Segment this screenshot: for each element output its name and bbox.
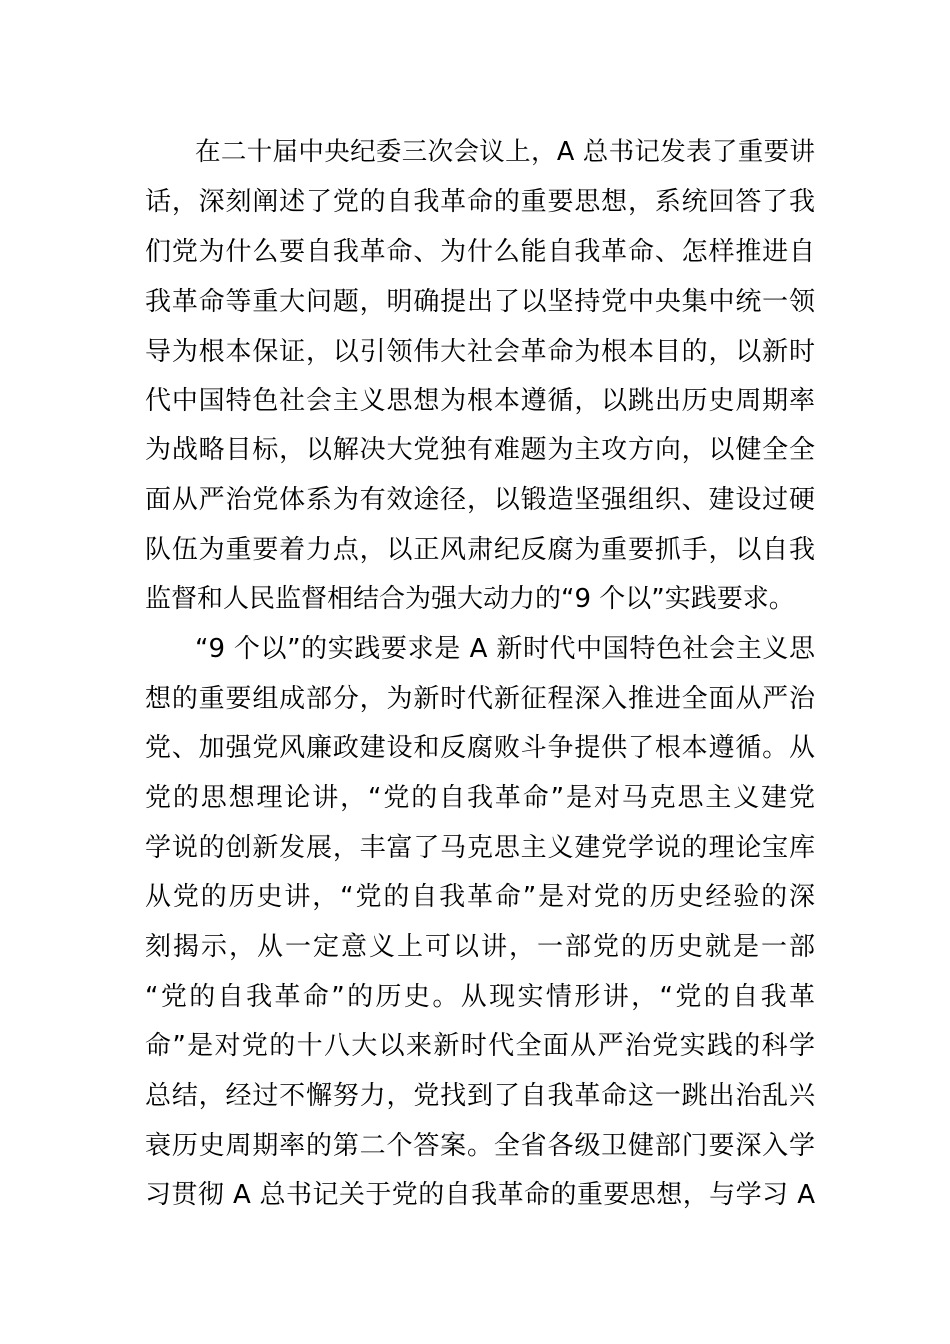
text-line: 代中国特色社会主义思想为根本遵循，以跳出历史周期率 — [145, 386, 815, 416]
text-line: 我革命等重大问题，明确提出了以坚持党中央集中统一领 — [145, 287, 815, 317]
text-line: “党的自我革命”的历史。从现实情形讲，“党的自我革 — [145, 982, 815, 1012]
text-line: 们党为什么要自我革命、为什么能自我革命、怎样推进自 — [145, 237, 815, 267]
text-line: 衰历史周期率的第二个答案。全省各级卫健部门要深入学 — [145, 1131, 815, 1161]
text-line: 为战略目标，以解决大党独有难题为主攻方向，以健全全 — [145, 435, 815, 465]
text-line: 总结，经过不懈努力，党找到了自我革命这一跳出治乱兴 — [145, 1081, 815, 1111]
text-line: 命”是对党的十八大以来新时代全面从严治党实践的科学 — [145, 1031, 815, 1061]
text-line: 习贯彻 A 总书记关于党的自我革命的重要思想，与学习 A — [145, 1180, 815, 1210]
text-line: 导为根本保证，以引领伟大社会革命为根本目的，以新时 — [145, 337, 815, 367]
text-line: 党、加强党风廉政建设和反腐败斗争提供了根本遵循。从 — [145, 733, 815, 763]
text-line: 话，深刻阐述了党的自我革命的重要思想，系统回答了我 — [145, 187, 815, 217]
text-line: 想的重要组成部分，为新时代新征程深入推进全面从严治 — [145, 684, 815, 714]
text-line: 监督和人民监督相结合为强大动力的“9 个以”实践要求。 — [145, 584, 795, 614]
text-line: 队伍为重要着力点，以正风肃纪反腐为重要抓手，以自我 — [145, 535, 815, 565]
text-line: 从党的历史讲，“党的自我革命”是对党的历史经验的深 — [145, 882, 815, 912]
text-line: 面从严治党体系为有效途径，以锻造坚强组织、建设过硬 — [145, 485, 815, 515]
text-line: 学说的创新发展，丰富了马克思主义建党学说的理论宝库 — [145, 833, 815, 863]
text-line: 在二十届中央纪委三次会议上，A 总书记发表了重要讲 — [195, 137, 815, 167]
text-line: 刻揭示，从一定意义上可以讲，一部党的历史就是一部 — [145, 932, 815, 962]
text-line: 党的思想理论讲，“党的自我革命”是对马克思主义建党 — [145, 783, 815, 813]
text-line: “9 个以”的实践要求是 A 新时代中国特色社会主义思 — [195, 634, 815, 664]
